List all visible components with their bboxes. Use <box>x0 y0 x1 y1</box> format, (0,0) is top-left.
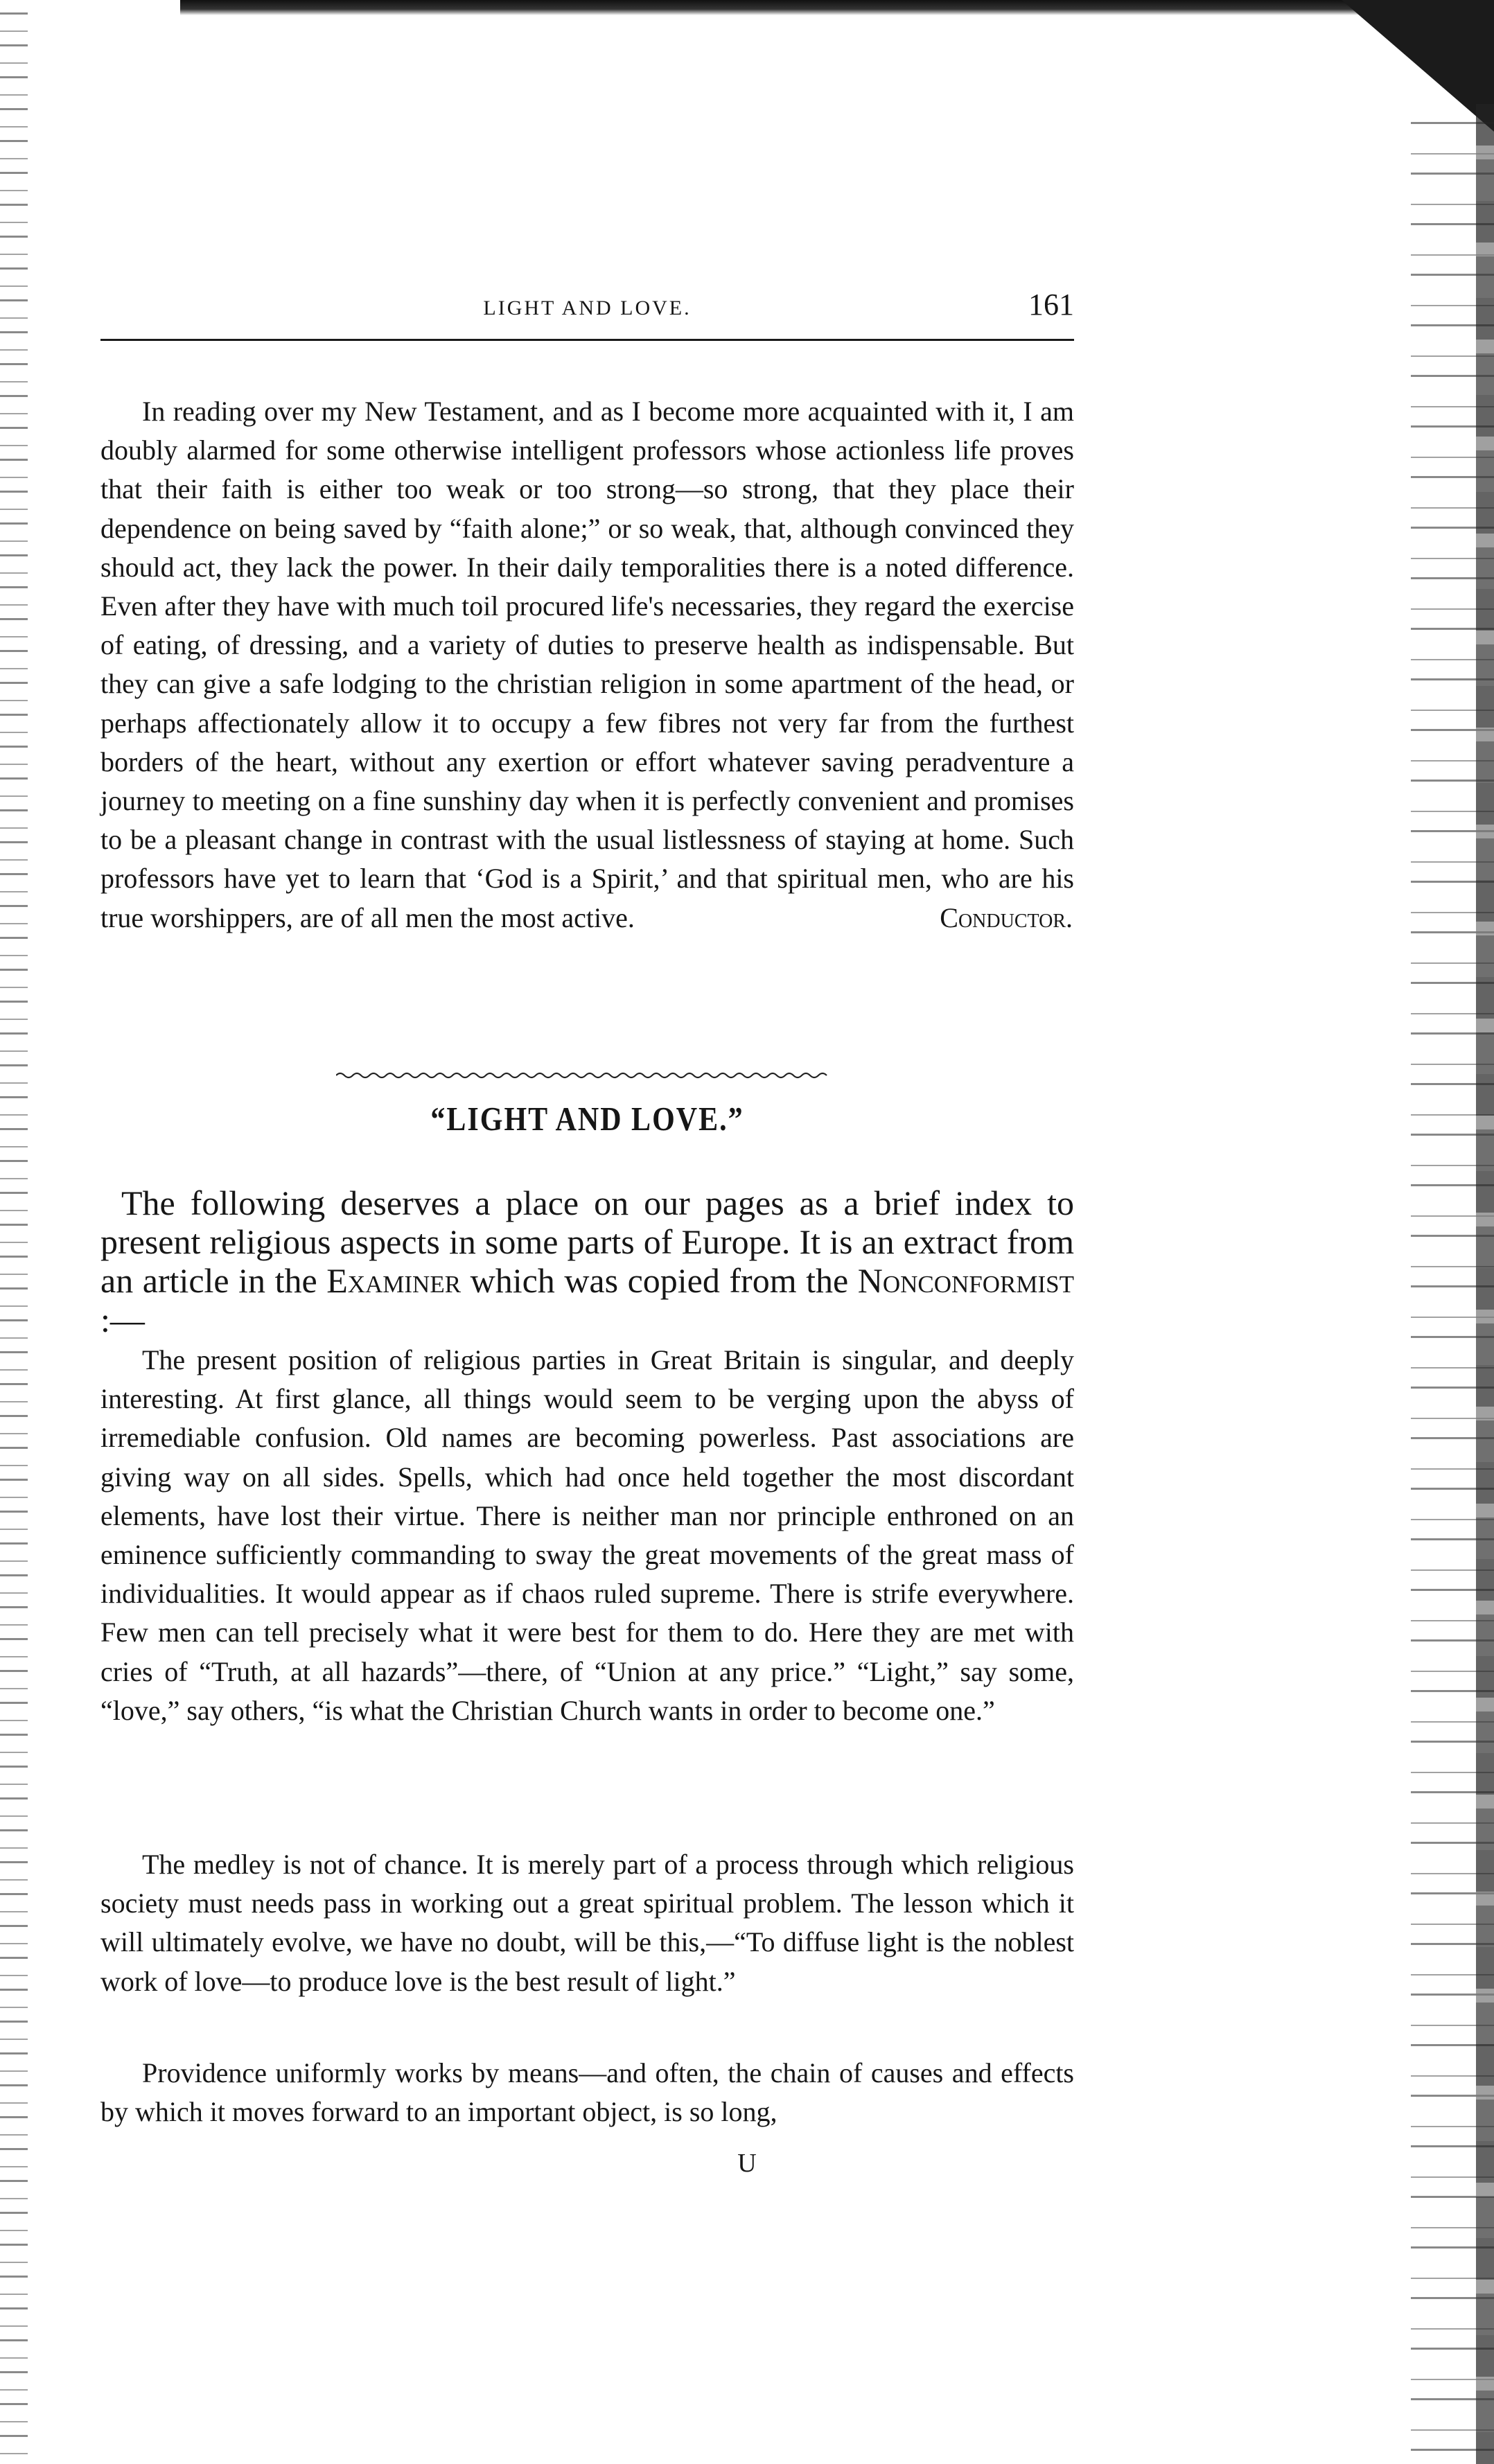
paragraph-conductor-note <box>100 392 1074 938</box>
extract-paragraph-2: The medley is not of chance. It is merely part of a process through which religious society must needs pass in working out a great spiritual problem. The lesson which it will ultimately evolve, we have no doubt, will be this,—“To diffuse light is the noblest work of love—to produce love is the best result of light.” <box>100 1849 1074 1997</box>
intro-examiner: Examiner <box>326 1261 462 1301</box>
ornamental-wavy-rule <box>336 1071 828 1080</box>
intro-text-2: which was copied from the <box>470 1261 849 1301</box>
intro-text-1: The following deserves a place on our pages as a brief index to present religious aspects in some parts of Europe. It is an extract from an article in the <box>100 1183 1074 1301</box>
header-rule <box>100 339 1074 341</box>
running-head <box>100 277 1074 326</box>
running-title: LIGHT AND LOVE. <box>483 297 692 319</box>
scan-edge-right-dark <box>1476 104 1494 2464</box>
intro-nonconformist: Nonconformist <box>857 1261 1075 1301</box>
section-heading: “LIGHT AND LOVE.” <box>430 1101 744 1138</box>
scan-edge-left <box>0 0 28 2464</box>
scan-edge-top <box>180 0 1414 15</box>
signature-conductor: Conductor. <box>940 901 1073 933</box>
extract-paragraph-1: The present position of religious parties in Great Britain is singular, and deeply interesting. At first glance, all things would seem to be verging upon the abyss of irremediable confusion. Old names are becoming powerless. Past associations are giving way on all sides. Spells, which had once held together the most discordant elements, have lost their virtue. There is neither man nor principle enthroned on an eminence sufficiently commanding to sway the great movements of the great mass of individualities. It would appear as if chaos ruled supreme. There is strife everywhere. Few men can tell precisely what it were best for them to do. Here they are met with cries of “Truth, at all hazards”—there, of “Union at any price.” “Light,” say some, “love,” say others, “is what the Christian Church wants in order to become one.” <box>100 1344 1074 1726</box>
paragraph-text: In reading over my New Testament, and as I become more acquainted with it, I am doubly alarmed for some otherwise intelligent professors whose actionless life proves that their faith is either too weak or too strong—so strong, that they place their dependence on being saved by “faith alone;” or so weak, that, although convinced they should act, they lack the power. In their daily temporalities there is a noted difference. Even after they have with much toil procured life's necessaries, they regard the exercise of eating, of dressing, and a variety of duties to preserve health as indispensable. But they can give a safe lodging to the christian religion in some apartment of the head, or perhaps affectionately allow it to occupy a few fibres not very far from the furthest borders of the heart, without any exertion or effort whatever saving peradventure a journey to meeting on a fine sunshiny day when it is perfectly convenient and promises to be a pleasant change in contrast with the usual listlessness of staying at home. Such professors have yet to learn that ‘God is a Spirit,’ and that spiritual men, who are his true worshippers, are of all men the most active. <box>100 396 1074 933</box>
page-number: 161 <box>1028 288 1074 322</box>
extract-paragraph-3: Providence uniformly works by means—and often, the chain of causes and effects by which it moves forward to an important object, is so long, <box>100 2057 1074 2128</box>
section-intro <box>100 1183 1074 1339</box>
printer-signature-mark: U <box>737 2149 757 2178</box>
intro-text-3: :— <box>100 1300 145 1339</box>
